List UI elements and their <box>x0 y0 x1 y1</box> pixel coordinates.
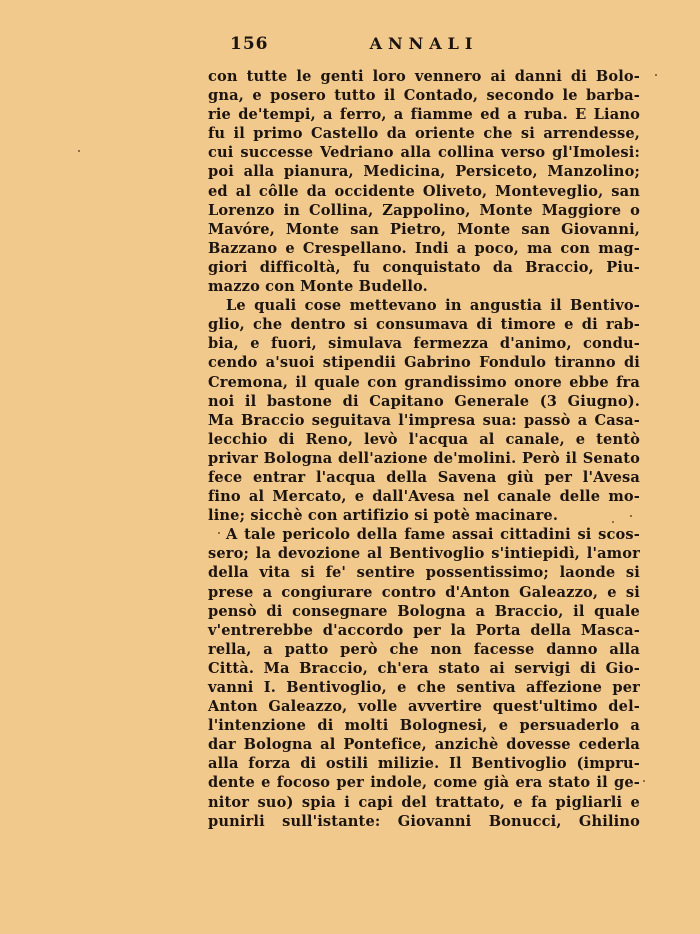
text-line: Lorenzo in Collina, Zappolino, Monte Maggiore o <box>208 201 640 219</box>
text-line: gna, e posero tutto il Contado, secondo le barba- <box>208 87 640 105</box>
text-line: mazzo con Monte Budello. <box>208 278 428 296</box>
text-line: Città. Ma Braccio, ch'era stato ai servigi di Gio- <box>208 659 640 677</box>
text-line: con tutte le genti loro vennero ai danni di Bolo- <box>208 68 640 85</box>
body-text <box>208 67 640 831</box>
paper-speck <box>612 521 614 523</box>
text-line: Le quali cose mettevano in angustia il Bentivo- <box>226 297 640 315</box>
text-line: dar Bologna al Pontefice, anzichè dovesse cederla <box>208 736 640 754</box>
text-line: line; sicchè con artifizio si potè macinare. <box>208 507 559 525</box>
text-line: glio, che dentro si consumava di timore e di rab- <box>208 316 640 334</box>
text-line: Anton Galeazzo, volle avvertire quest'ultimo del- <box>208 698 640 716</box>
text-line: lecchio di Reno, levò l'acqua al canale, e tentò <box>208 430 640 448</box>
text-line: A tale pericolo della fame assai cittadini si scos- <box>226 526 640 544</box>
paper-speck <box>630 515 632 517</box>
paper-speck <box>218 532 220 534</box>
text-line: noi il bastone di Capitano Generale (3 Giugno). <box>208 392 640 410</box>
text-line: poi alla pianura, Medicina, Persiceto, Manzolino; <box>208 163 640 181</box>
text-line: alla forza di ostili milizie. Il Bentivoglio (impru- <box>208 755 640 773</box>
text-line: cendo a'suoi stipendii Gabrino Fondulo tiranno di <box>208 354 640 372</box>
text-line: nitor suo) spia i capi del trattato, e fa pigliarli e <box>208 793 640 811</box>
page-header <box>208 34 640 58</box>
text-line: fece entrar l'acqua della Savena giù per l'Avesa <box>208 468 640 486</box>
text-line: vanni I. Bentivoglio, e che sentiva affezione per <box>208 679 640 696</box>
text-line: Ma Braccio seguitava l'impresa sua: passò a Casa- <box>208 411 640 429</box>
paper-speck <box>643 780 645 782</box>
text-line: bia, e fuori, simulava fermezza d'animo, condu- <box>208 335 640 353</box>
text-line: ed al côlle da occidente Oliveto, Monteveglio, san <box>208 182 640 200</box>
text-line: giori difficoltà, fu conquistato da Braccio, Piu- <box>208 258 640 276</box>
paper-speck <box>655 74 657 76</box>
text-line: prese a congiurare contro d'Anton Galeazzo, e si <box>208 583 640 601</box>
text-line: rella, a patto però che non facesse danno alla <box>208 640 640 658</box>
text-line: dente e focoso per indole, come già era stato il ge- <box>208 774 640 792</box>
text-line: pensò di consegnare Bologna a Braccio, il quale <box>208 602 640 620</box>
text-line: sero; la devozione al Bentivoglio s'intiepidì, l'amor <box>208 545 640 563</box>
text-line: privar Bologna dell'azione de'molini. Però il Senato <box>208 449 640 467</box>
running-title: ANNALI <box>369 34 479 53</box>
text-line: della vita si fe' sentire possentissimo; laonde si <box>208 564 640 582</box>
paper-speck <box>78 150 80 152</box>
text-line: punirli sull'istante: Giovanni Bonucci, Ghilino <box>208 812 640 830</box>
text-line: v'entrerebbe d'accordo per la Porta della Masca- <box>208 621 640 639</box>
text-line: fino al Mercato, e dall'Avesa nel canale delle mo- <box>208 488 640 506</box>
text-line: Cremona, il quale con grandissimo onore ebbe fra <box>208 373 640 391</box>
text-line: fu il primo Castello da oriente che si arrendesse, <box>208 125 640 143</box>
text-line: rie de'tempi, a ferro, a fiamme ed a ruba. E Liano <box>208 106 640 124</box>
page-number: 156 <box>230 34 269 54</box>
text-line: Bazzano e Crespellano. Indi a poco, ma con mag- <box>208 239 640 257</box>
text-line: Mavóre, Monte san Pietro, Monte san Giovanni, <box>208 220 640 238</box>
text-line: cui successe Vedriano alla collina verso gl'Imolesi: <box>208 144 640 162</box>
text-line: l'intenzione di molti Bolognesi, e persuaderlo a <box>208 717 640 735</box>
